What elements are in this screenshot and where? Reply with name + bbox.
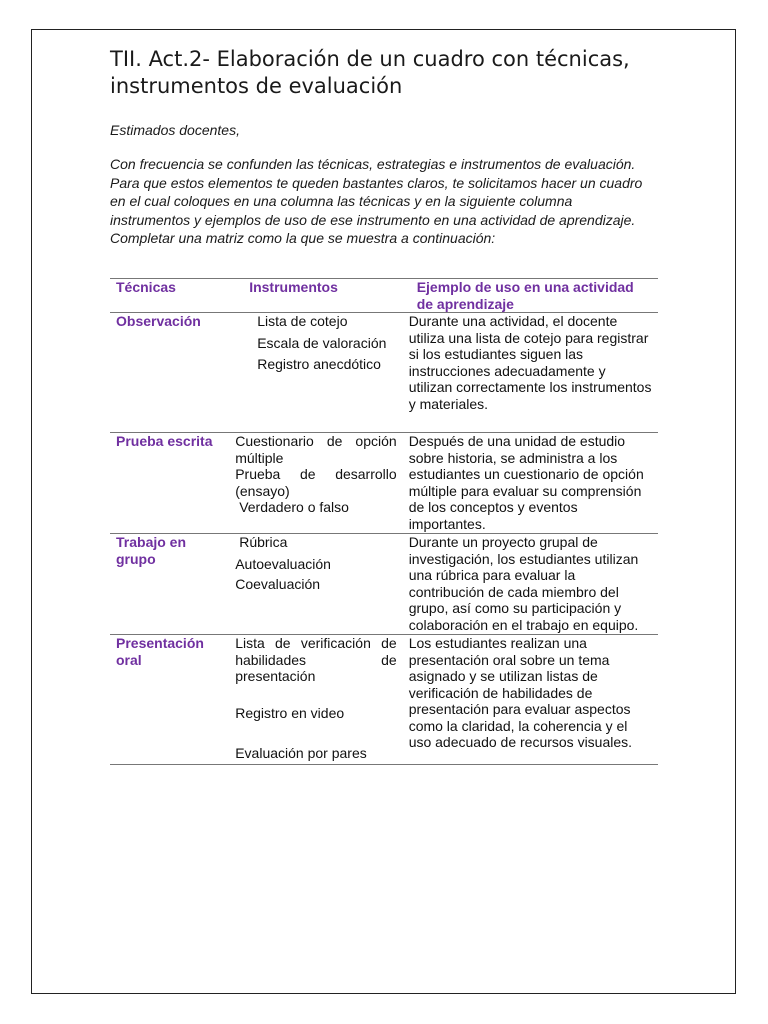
header-example: Ejemplo de uso en una actividad de aprendizaje (416, 279, 634, 312)
intro-paragraph: Con frecuencia se confunden las técnicas, estrategias e instrumentos de evaluación. Para que estos elementos te queden bastantes claros, te solicitamos hacer un cuadro en el cual coloques en una columna las técnicas y en la siguiente columna instrumentos y ejemplos de uso de ese instrumento en una actividad de aprendizaje. Completar una matriz como la que se muestra a continuación: (110, 156, 643, 246)
table-header-row (110, 279, 658, 313)
header-instruments: Instrumentos (249, 279, 338, 295)
instruments-cell (229, 313, 402, 433)
instrument-item: Evaluación por pares (235, 745, 367, 761)
example-cell: Durante una actividad, el docente utiliza una lista de cotejo para registrar si los estudiantes siguen las instrucciones adecuadamente y utilizan correctamente los instrumentos y materiales. (408, 313, 652, 412)
evaluation-matrix (110, 278, 658, 765)
instrument-item: Autoevaluación (235, 555, 331, 572)
instrument-item: Lista de verificación de habilidades de presentación (235, 635, 397, 684)
instrument-item: Lista de cotejo (257, 313, 348, 329)
example-cell: Los estudiantes realizan una presentación oral sobre un tema asignado y se utilizan listas de verificación de habilidades de presentación para evaluar aspectos como la claridad, la coherencia y el uso adecuado de recursos visuales. (408, 635, 633, 750)
instruments-cell (229, 635, 402, 765)
instrument-item: Rúbrica (239, 534, 288, 550)
header-techniques: Técnicas (116, 279, 176, 295)
technique-cell: Observación (116, 313, 201, 329)
table-row (110, 534, 658, 635)
example-cell: Durante un proyecto grupal de investigación, los estudiantes utilizan una rúbrica para evaluar la contribución de cada miembro del grupo, así como su participación y colaboración en el trabajo en equipo. (408, 534, 639, 633)
technique-cell: Presentación oral (116, 635, 204, 668)
instrument-item: Registro en video (235, 704, 345, 721)
instrument-item: Escala de valoración (257, 334, 387, 351)
example-cell: Después de una unidad de estudio sobre historia, se administra a los estudiantes un cuestionario de opción múltiple para evaluar su comprensión de los conceptos y eventos importantes. (408, 433, 644, 532)
technique-cell: Trabajo en grupo (116, 534, 187, 567)
table-row (110, 635, 658, 765)
instruments-cell (229, 534, 402, 635)
instrument-item: Registro anecdótico (257, 356, 381, 372)
instrument-item: Prueba de desarrollo (ensayo) (235, 466, 397, 499)
instrument-item: Cuestionario de opción múltiple (235, 433, 397, 466)
technique-cell: Prueba escrita (116, 433, 213, 449)
instruments-cell (229, 433, 402, 534)
table-row (110, 433, 658, 534)
greeting-text: Estimados docentes, (110, 122, 240, 138)
instrument-item: Coevaluación (235, 576, 321, 592)
document-title: TII. Act.2- Elaboración de un cuadro con técnicas, instrumentos de evaluación (110, 47, 630, 98)
instrument-item: Verdadero o falso (239, 499, 349, 515)
table-row (110, 313, 658, 433)
